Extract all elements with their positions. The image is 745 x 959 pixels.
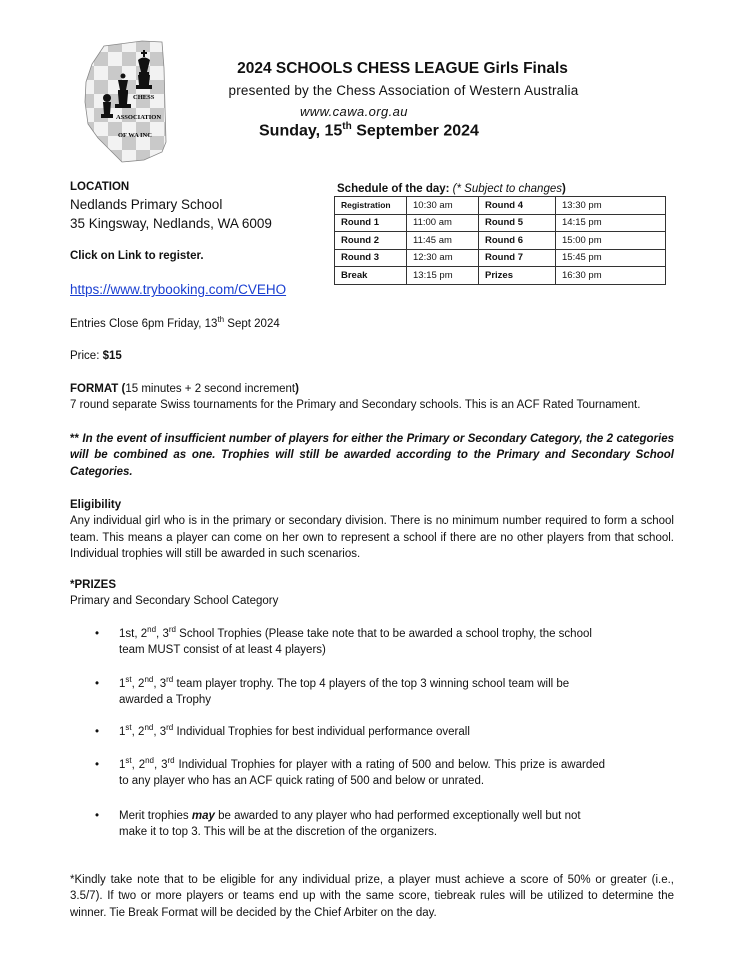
format-text: 7 round separate Swiss tournaments for the Primary and Secondary schools. This is an ACF Rated Tournament. xyxy=(70,399,641,412)
logo-text-association: ASSOCIATION xyxy=(116,114,162,121)
prize-item-individual-overall: • 1st, 2nd, 3rd Individual Trophies for best individual performance overall xyxy=(95,723,470,738)
format-section xyxy=(70,381,674,414)
prize-item-team-player: • 1st, 2nd, 3rd team player trophy. The top 4 players of the top 3 winning school team will be awarded a Trophy xyxy=(95,675,570,707)
table-row: Round 2 11:45 am Round 6 15:00 pm xyxy=(335,232,666,250)
table-row: Round 1 11:00 am Round 5 14:15 pm xyxy=(335,214,666,232)
eligibility-footnote: *Kindly take note that to be eligible for any individual prize, a player must achieve a score of 50% or greater (i.e., 3.5/7). If two or more players or teams end up with the same score, tiebreak rules will be utilized to determine the winner. Tie Break Format will be decided by the Chief Arbiter on the day. xyxy=(70,874,674,919)
logo-text-chess: CHESS xyxy=(133,94,155,101)
venue-address: 35 Kingsway, Nedlands, WA 6009 xyxy=(70,216,272,231)
prize-item-school-trophies: • 1st, 2nd, 3rd School Trophies (Please take note that to be awarded a school trophy, the school team MUST consist of at least 4 players) xyxy=(95,625,592,657)
combined-category-note: ** In the event of insufficient number of players for either the Primary or Secondary Category, the 2 categories will be combined as one. Trophies will still be awarded according to the Primary and Secondary School Categories. xyxy=(70,433,674,478)
prizes-section xyxy=(70,577,674,610)
price: Price: $15 xyxy=(70,350,122,362)
prizes-subheading: Primary and Secondary School Category xyxy=(70,595,279,608)
event-subtitle: presented by the Chess Association of Western Australia xyxy=(228,83,579,98)
register-instruction: Click on Link to register. xyxy=(70,250,204,262)
table-row: Break 13:15 pm Prizes 16:30 pm xyxy=(335,267,666,285)
table-row: Registration 10:30 am Round 4 13:30 pm xyxy=(335,197,666,215)
eligibility-section xyxy=(70,497,674,563)
prizes-heading: *PRIZES xyxy=(70,579,117,591)
eligibility-text: Any individual girl who is in the primary or secondary division. There is no minimum number required to form a school team. This means a player can come on her own to represent a school if there are no other players from that school. Individual trophies will still be awarded in such scenarios. xyxy=(70,515,674,561)
format-heading: FORMAT (15 minutes + 2 second increment) xyxy=(70,383,299,395)
entries-close: Entries Close 6pm Friday, 13th Sept 2024 xyxy=(70,315,280,330)
venue-name: Nedlands Primary School xyxy=(70,197,223,212)
prize-item-rating-500: • 1st, 2nd, 3rd Individual Trophies for player with a rating of 500 and below. This prize is awarded to any player who has an ACF quick rating of 500 and below or unrated. xyxy=(95,756,606,788)
prize-item-merit: • Merit trophies may be awarded to any player who had performed exceptionally well but not make it to top 3. This will be at the discretion of the organizers. xyxy=(95,810,581,839)
table-row: Round 3 12:30 am Round 7 15:45 pm xyxy=(335,249,666,267)
website-text: www.cawa.org.au xyxy=(300,104,408,119)
event-title: 2024 SCHOOLS CHESS LEAGUE Girls Finals xyxy=(237,60,568,77)
location-heading: LOCATION xyxy=(70,181,130,193)
schedule-heading: Schedule of the day: (* Subject to changes) xyxy=(337,183,566,195)
schedule-table xyxy=(334,196,666,285)
eligibility-heading: Eligibility xyxy=(70,499,122,511)
logo-text-wa-inc: OF WA INC xyxy=(118,132,152,139)
event-date: Sunday, 15th September 2024 xyxy=(259,121,479,140)
cawa-logo xyxy=(80,38,172,164)
registration-link[interactable]: https://www.trybooking.com/CVEHO xyxy=(70,282,287,297)
